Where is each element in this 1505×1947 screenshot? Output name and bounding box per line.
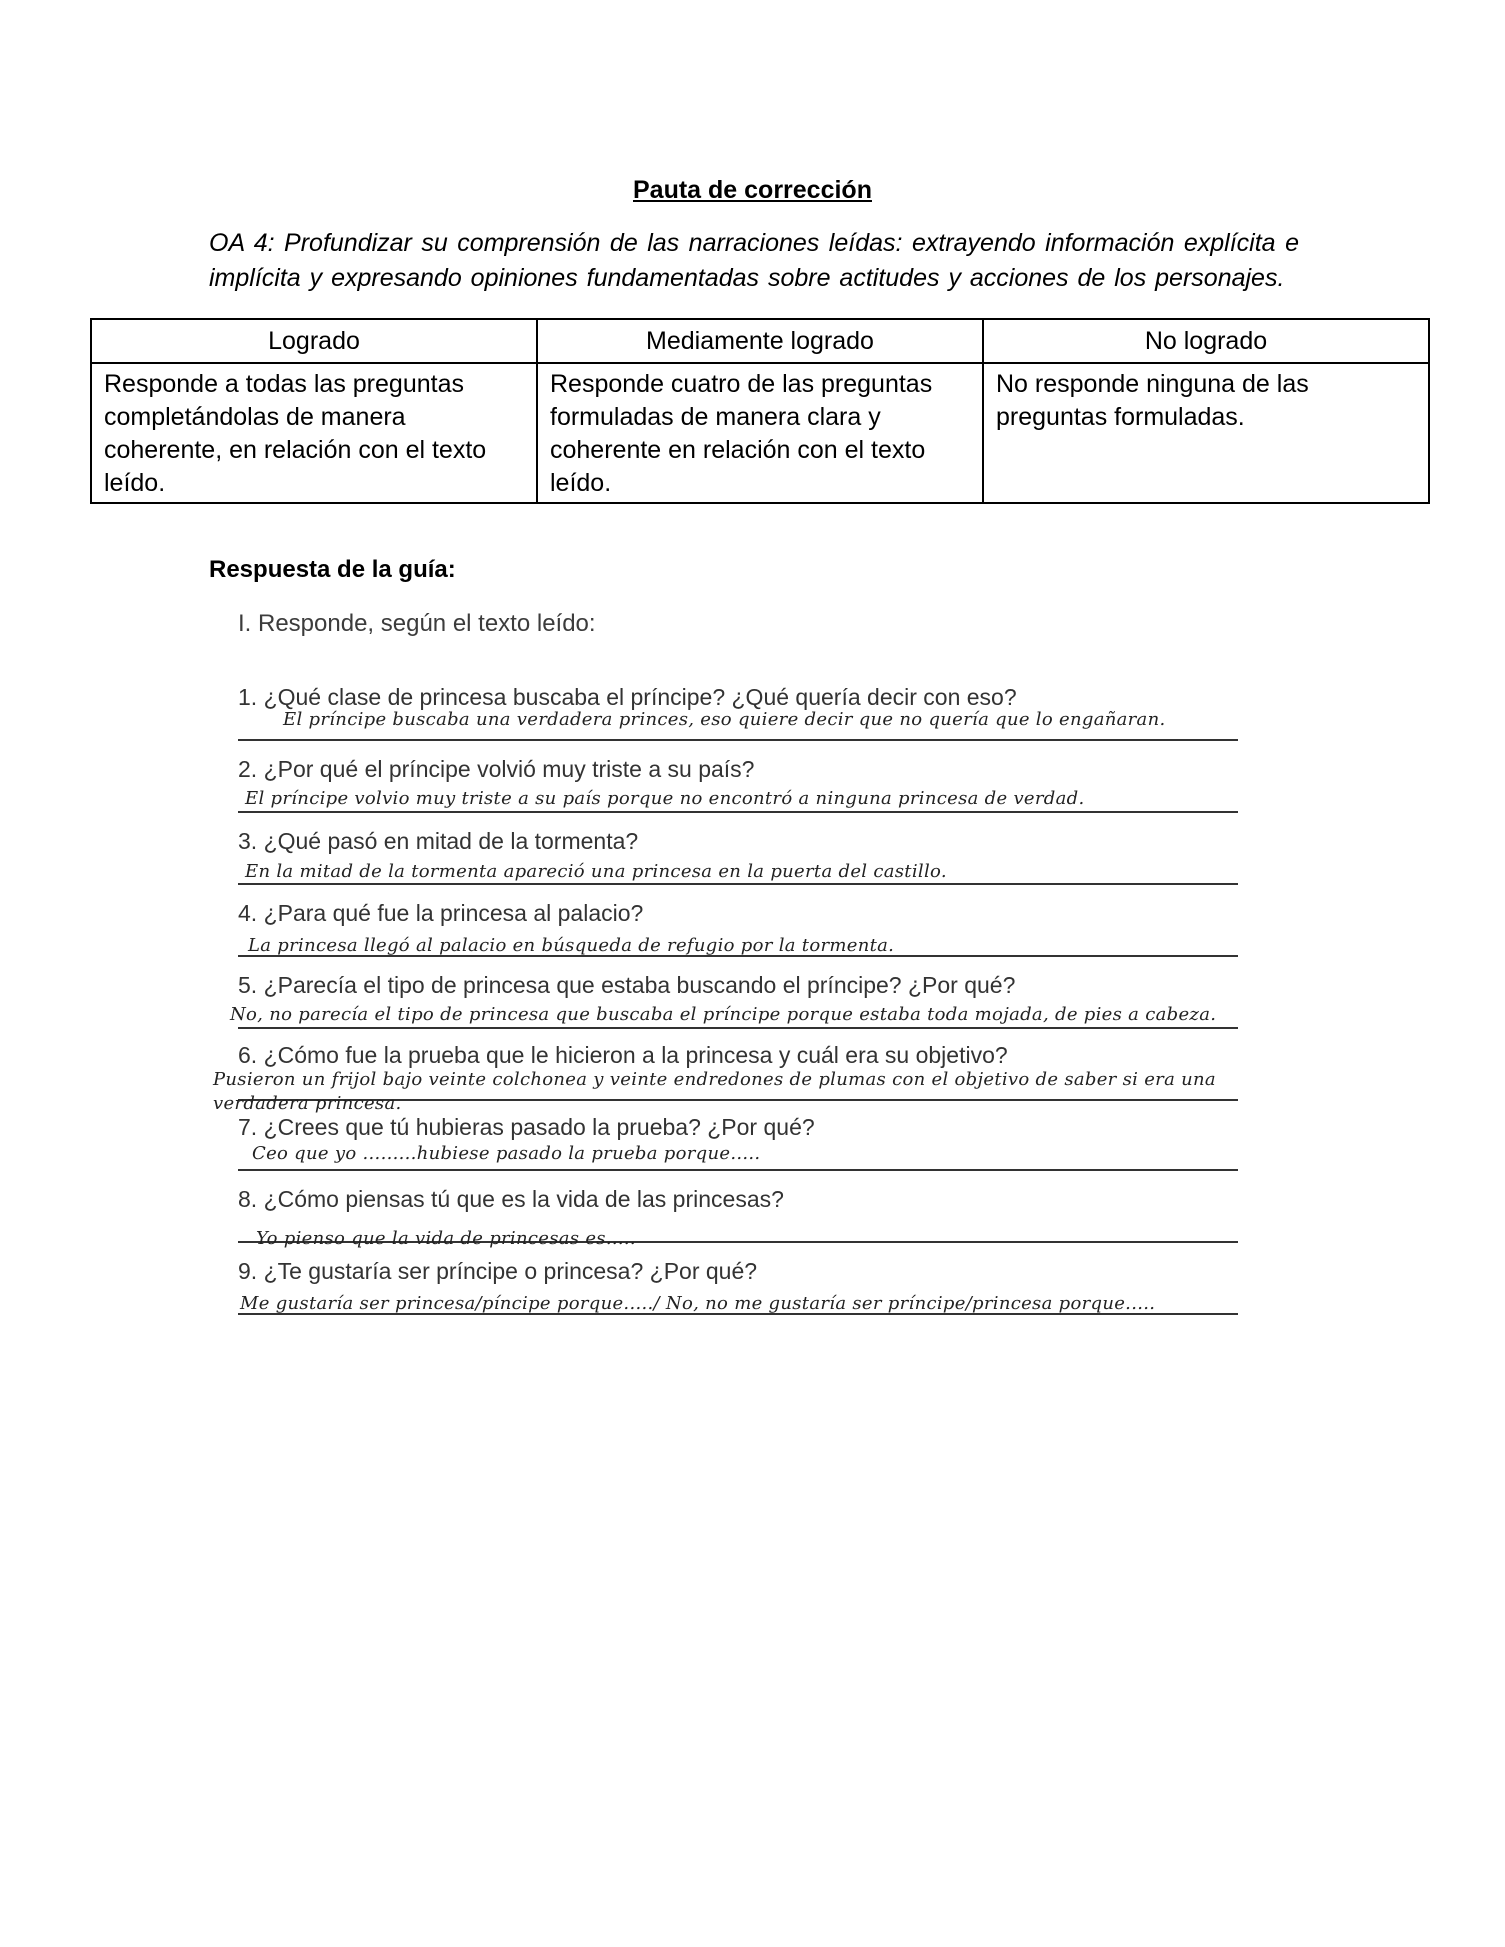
question-item bbox=[238, 900, 1238, 960]
answer-line bbox=[238, 811, 1238, 813]
rubric-header-no-logrado: No logrado bbox=[983, 319, 1429, 363]
guide-instruction: I. Responde, según el texto leído: bbox=[238, 610, 596, 637]
question-item bbox=[230, 972, 1238, 1032]
question-item bbox=[238, 756, 1238, 816]
rubric-cell-mediamente-logrado: Responde cuatro de las preguntas formuladas de manera clara y coherente en relación con el texto leído. bbox=[537, 363, 983, 503]
answer-line bbox=[238, 1027, 1238, 1029]
question-item bbox=[238, 828, 1238, 888]
rubric-header-row bbox=[91, 319, 1429, 363]
answer-key-heading: Respuesta de la guía: bbox=[209, 556, 456, 583]
handwritten-answer: Me gustaría ser princesa/píncipe porque...../ No, no me gustaría ser príncipe/princesa porque..... bbox=[240, 1293, 1156, 1314]
question-text: 9. ¿Te gustaría ser príncipe o princesa? ¿Por qué? bbox=[238, 1258, 758, 1284]
question-text: 2. ¿Por qué el príncipe volvió muy triste a su país? bbox=[238, 756, 755, 782]
answer-line bbox=[238, 739, 1238, 741]
question-item bbox=[213, 1042, 1238, 1114]
question-item bbox=[238, 1186, 1238, 1249]
question-text: 1. ¿Qué clase de princesa buscaba el príncipe? ¿Qué quería decir con eso? bbox=[238, 684, 1017, 710]
question-text: 6. ¿Cómo fue la prueba que le hicieron a la princesa y cuál era su objetivo? bbox=[238, 1042, 1008, 1068]
learning-objective: OA 4: Profundizar su comprensión de las narraciones leídas: extrayendo información explícita e implícita y expresando opiniones fundamentadas sobre actitudes y acciones de los personajes. bbox=[209, 229, 1299, 292]
question-item bbox=[238, 1114, 1238, 1174]
question-text: 5. ¿Parecía el tipo de princesa que estaba buscando el príncipe? ¿Por qué? bbox=[238, 972, 1016, 998]
rubric-cell-logrado: Responde a todas las preguntas completándolas de manera coherente, en relación con el texto leído. bbox=[91, 363, 537, 503]
rubric-cell-no-logrado: No responde ninguna de las preguntas formuladas. bbox=[983, 363, 1429, 503]
handwritten-answer: En la mitad de la tormenta apareció una princesa en la puerta del castillo. bbox=[245, 861, 947, 882]
page-title: Pauta de corrección bbox=[633, 176, 872, 204]
handwritten-answer: Ceo que yo .........hubiese pasado la prueba porque..... bbox=[252, 1143, 761, 1164]
rubric-row bbox=[91, 363, 1429, 503]
handwritten-answer: El príncipe buscaba una verdadera princes, eso quiere decir que no quería que lo engañaran. bbox=[283, 709, 1166, 730]
answer-line bbox=[238, 1169, 1238, 1171]
handwritten-answer: El príncipe volvio muy triste a su país porque no encontró a ninguna princesa de verdad. bbox=[245, 788, 1085, 809]
handwritten-answer: No, no parecía el tipo de princesa que buscaba el príncipe porque estaba toda mojada, de pies a cabeza. bbox=[230, 1004, 1217, 1025]
answer-line bbox=[238, 883, 1238, 885]
handwritten-answer: La princesa llegó al palacio en búsqueda de refugio por la tormenta. bbox=[248, 935, 895, 956]
question-text: 8. ¿Cómo piensas tú que es la vida de las princesas? bbox=[238, 1186, 784, 1212]
rubric-header-logrado: Logrado bbox=[91, 319, 537, 363]
rubric-header-mediamente-logrado: Mediamente logrado bbox=[537, 319, 983, 363]
question-text: 4. ¿Para qué fue la princesa al palacio? bbox=[238, 900, 644, 926]
question-item bbox=[238, 684, 1238, 744]
handwritten-answer: Pusieron un frijol bajo veinte colchonea y veinte endredones de plumas con el objetivo de saber si era una verdadera princesa. bbox=[213, 1069, 1216, 1114]
question-text: 7. ¿Crees que tú hubieras pasado la prueba? ¿Por qué? bbox=[238, 1114, 815, 1140]
question-text: 3. ¿Qué pasó en mitad de la tormenta? bbox=[238, 828, 639, 854]
handwritten-answer: Yo pienso que la vida de princesas es..... bbox=[256, 1228, 636, 1249]
rubric-table bbox=[90, 318, 1430, 504]
question-item bbox=[238, 1258, 1238, 1318]
